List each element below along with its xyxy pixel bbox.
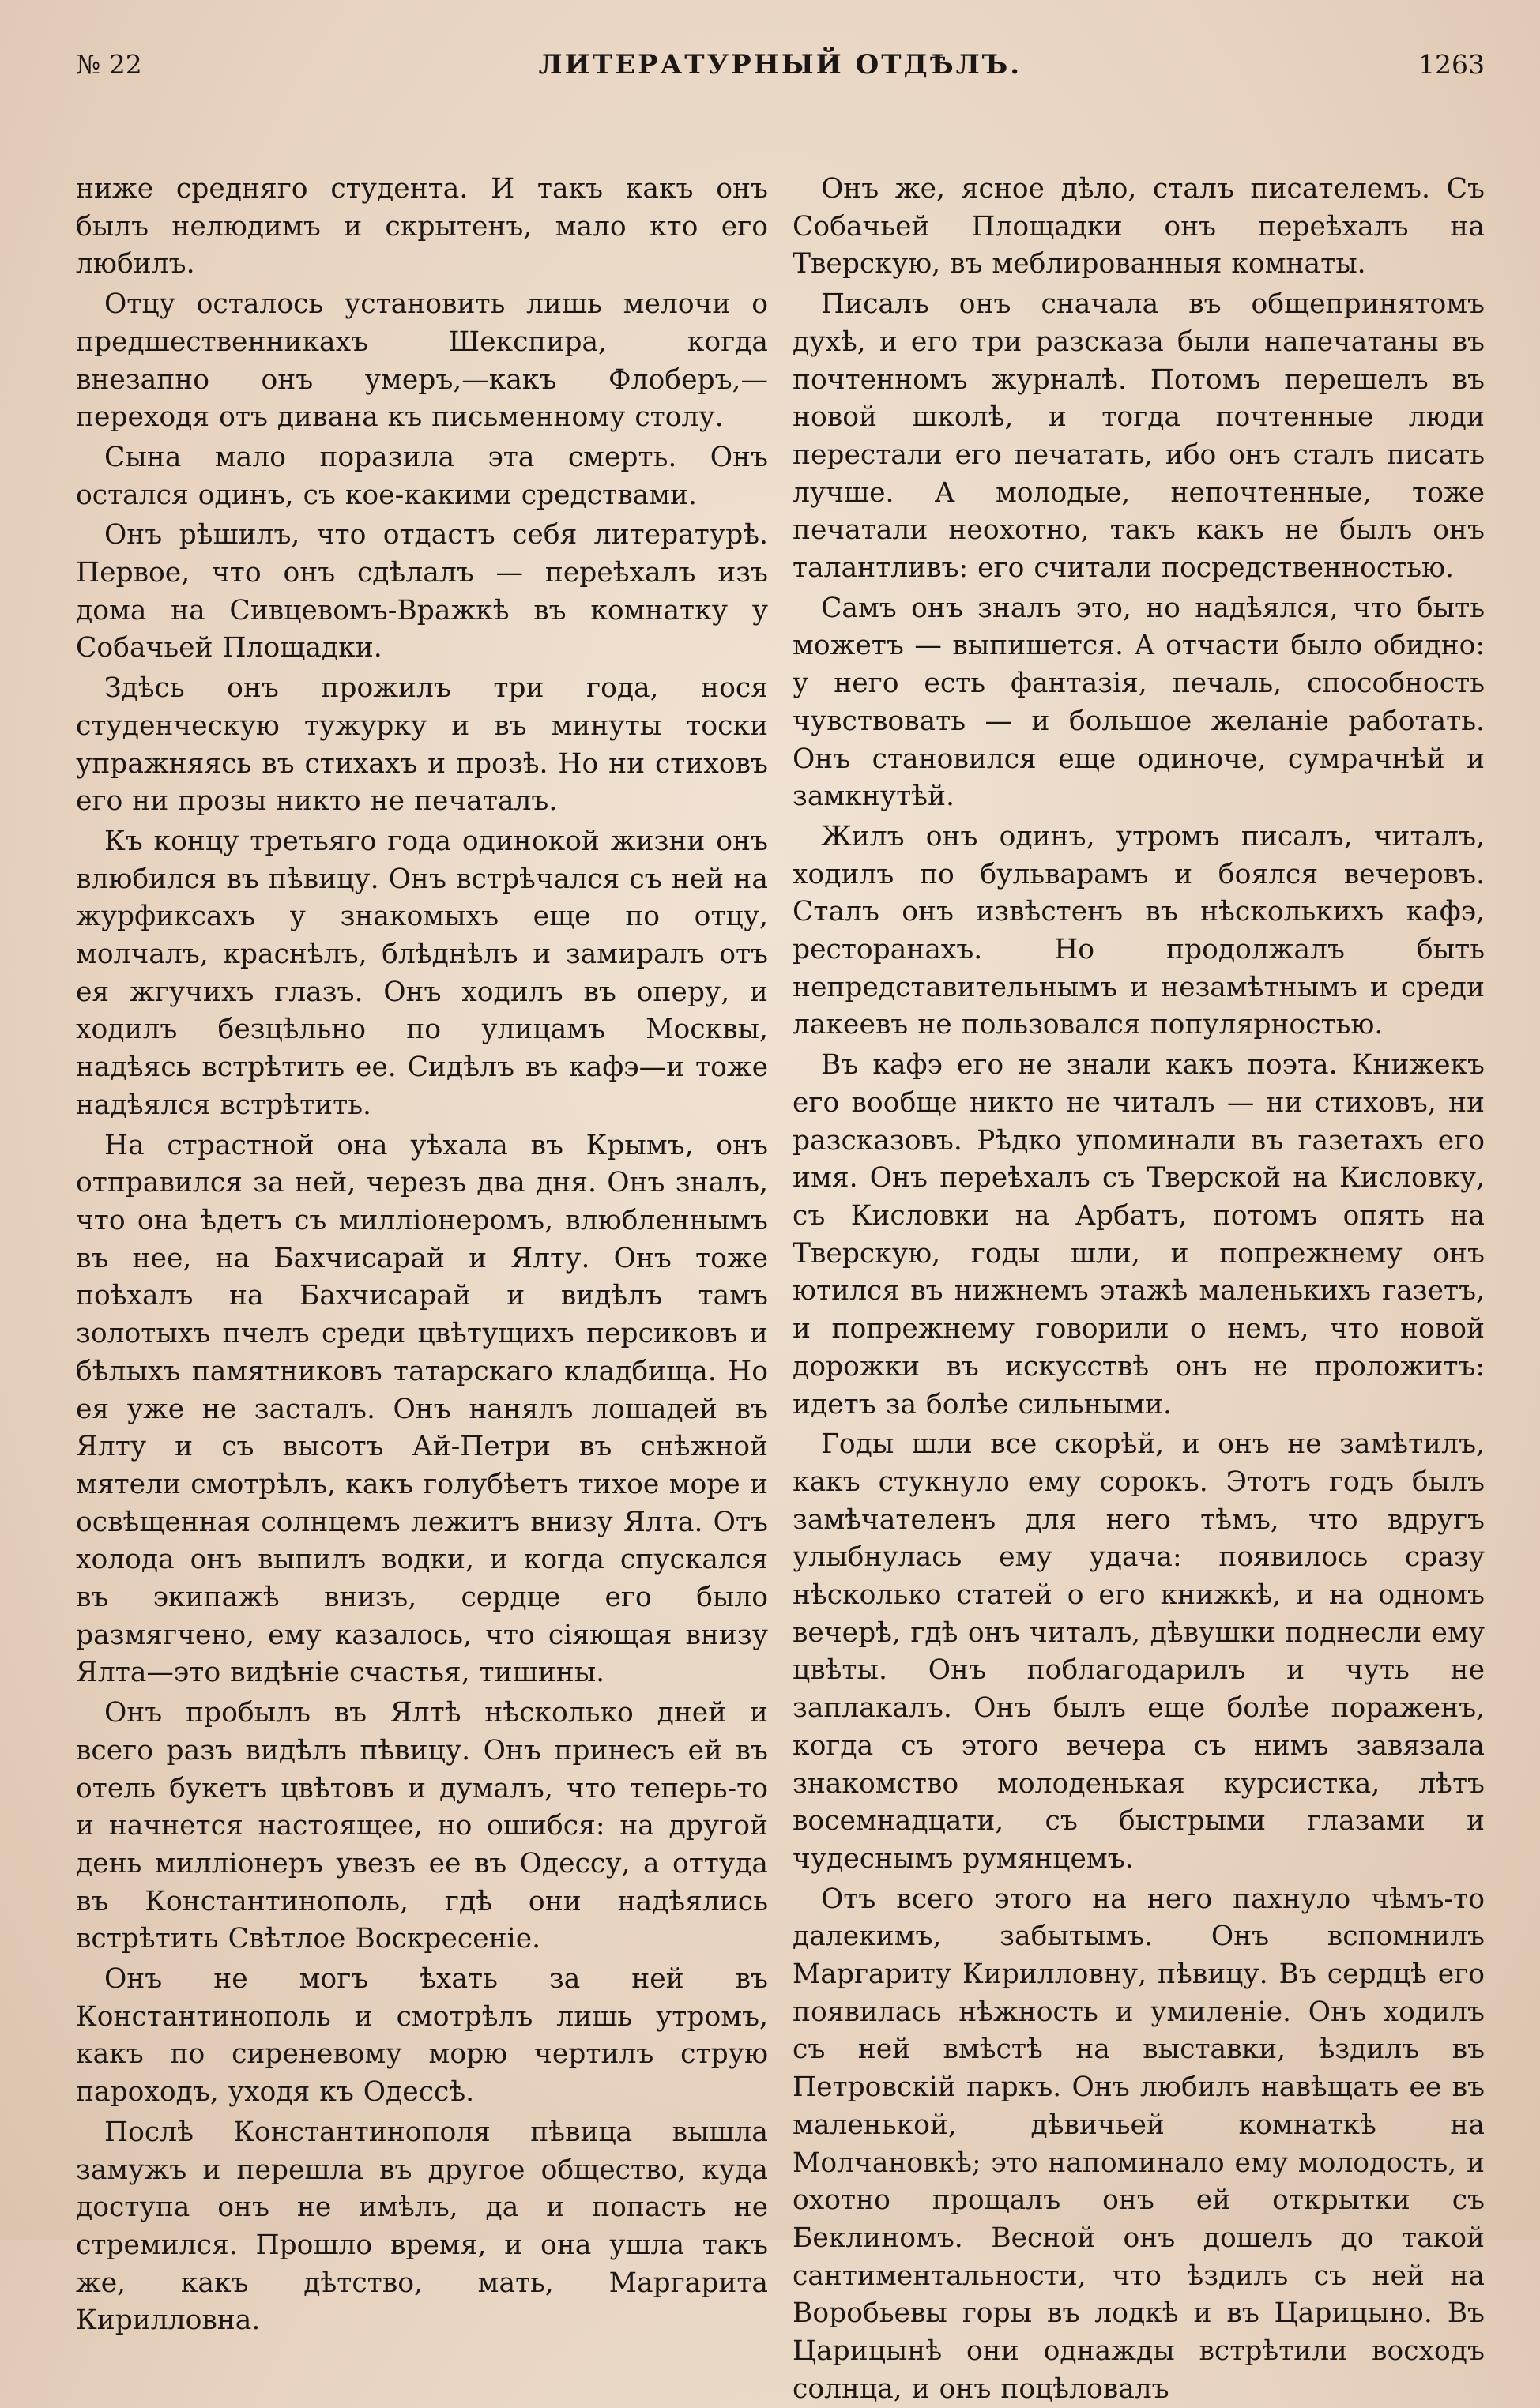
paragraph: Сына мало поразила эта смерть. Онъ остался одинъ, съ кое-какими средствами. — [76, 441, 768, 511]
issue-number: № 22 — [76, 49, 142, 80]
paragraph: Здѣсь онъ прожилъ три года, нося студенческую тужурку и въ минуты тоски упражняясь въ стихахъ и прозѣ. Но ни стиховъ его ни прозы никто не печаталъ. — [76, 672, 768, 818]
paragraph: ниже средняго студента. И такъ какъ онъ былъ нелюдимъ и скрытенъ, мало кто его любилъ. — [76, 173, 768, 280]
running-header — [76, 44, 1485, 85]
left-column — [76, 171, 768, 2408]
paragraph: Отцу осталось установить лишь мелочи о предшественникахъ Шекспира, когда внезапно онъ умеръ,—какъ Флоберъ,—переходя отъ дивана къ письменному столу. — [76, 288, 768, 434]
paragraph: Жилъ онъ одинъ, утромъ писалъ, читалъ, ходилъ по бульварамъ и боялся вечеровъ. Сталъ онъ извѣстенъ въ нѣсколькихъ кафэ, ресторанахъ. Но продолжалъ быть непредставительнымъ и незамѣтнымъ и среди лакеевъ не пользовался популярностью. — [793, 820, 1485, 1041]
paragraph: Писалъ онъ сначала въ общепринятомъ духѣ, и его три разсказа были напечатаны въ почтенномъ журналѣ. Потомъ перешелъ въ новой школѣ, и тогда почтенные люди перестали его печатать, ибо онъ сталъ писать лучше. А молодые, непочтенные, тоже печатали неохотно, такъ какъ не былъ онъ талантливъ: его считали посредственностью. — [793, 288, 1485, 585]
paragraph: Самъ онъ зналъ это, но надѣялся, что быть можетъ — выпишется. А отчасти было обидно: у него есть фантазія, печаль, способность чувствовать — и большое желаніе работать. Онъ становился еще одиноче, сумрачнѣй и замкнутѣй. — [793, 592, 1485, 813]
text-columns — [76, 171, 1485, 2408]
paragraph: Къ концу третьяго года одинокой жизни онъ влюбился въ пѣвицу. Онъ встрѣчался съ ней на журфиксахъ у знакомыхъ еще по отцу, молчалъ, краснѣлъ, блѣднѣлъ и замиралъ отъ ея жгучихъ глазъ. Онъ ходилъ въ оперу, и ходилъ безцѣльно по улицамъ Москвы, надѣясь встрѣтить ее. Сидѣлъ въ кафэ—и тоже надѣялся встрѣтить. — [76, 825, 768, 1121]
paragraph: Онъ не могъ ѣхать за ней въ Константинополь и смотрѣлъ лишь утромъ, какъ по сиреневому морю чертилъ струю пароходъ, уходя къ Одессѣ. — [76, 1963, 768, 2109]
paragraph: На страстной она уѣхала въ Крымъ, онъ отправился за ней, черезъ два дня. Онъ зналъ, что она ѣдетъ съ милліонеромъ, влюбленнымъ въ нее, на Бахчисарай и Ялту. Онъ тоже поѣхалъ на Бахчисарай и видѣлъ тамъ золотыхъ пчелъ среди цвѣтущихъ персиковъ и бѣлыхъ памятниковъ татарскаго кладбища. Но ея уже не засталъ. Онъ нанялъ лошадей въ Ялту и съ высотъ Ай-Петри въ снѣжной мятели смотрѣлъ, какъ голубѣетъ тихое море и освѣщенная солнцемъ лежитъ внизу Ялта. Отъ холода онъ выпилъ водки, и когда спускался въ экипажѣ внизъ, сердце его было размягчено, ему казалось, что сіяющая внизу Ялта—это видѣніе счастья, тишины. — [76, 1129, 768, 1689]
paragraph: Въ кафэ его не знали какъ поэта. Книжекъ его вообще никто не читалъ — ни стиховъ, ни разсказовъ. Рѣдко упоминали въ газетахъ его имя. Онъ переѣхалъ съ Тверской на Кисловку, съ Кисловки на Арбатъ, потомъ опять на Тверскую, годы шли, и попрежнему онъ ютился въ нижнемъ этажѣ маленькихъ газетъ, и попрежнему говорили о немъ, что новой дорожки въ искусствѣ онъ не проложитъ: идетъ за болѣе сильными. — [793, 1049, 1485, 1420]
right-column — [793, 171, 1485, 2408]
paragraph: Послѣ Константинополя пѣвица вышла замужъ и перешла въ другое общество, куда доступа онъ не имѣлъ, да и попасть не стремился. Прошло время, и она ушла такъ же, какъ дѣтство, мать, Маргарита Кирилловна. — [76, 2116, 768, 2337]
paragraph: Отъ всего этого на него пахнуло чѣмъ-то далекимъ, забытымъ. Онъ вспомнилъ Маргариту Кирилловну, пѣвицу. Въ сердцѣ его появилась нѣжность и умиленіе. Онъ ходилъ съ ней вмѣстѣ на выставки, ѣздилъ въ Петровскій паркъ. Онъ любилъ навѣщать ее въ маленькой, дѣвичьей комнаткѣ на Молчановкѣ; это напоминало ему молодость, и охотно прощалъ онъ ей открытки съ Беклиномъ. Весной онъ дошелъ до такой сантиментальности, что ѣздилъ съ ней на Воробьевы горы въ лодкѣ и въ Царицыно. Въ Царицынѣ они однажды встрѣтили восходъ солнца, и онъ поцѣловалъ — [793, 1883, 1485, 2405]
section-title: ЛИТЕРАТУРНЫЙ ОТДѢЛЪ. — [538, 49, 1022, 81]
paragraph: Годы шли все скорѣй, и онъ не замѣтилъ, какъ стукнуло ему сорокъ. Этотъ годъ былъ замѣчателенъ для него тѣмъ, что вдругъ улыбнулась ему удача: появилось сразу нѣсколько статей о его книжкѣ, и на одномъ вечерѣ, гдѣ онъ читалъ, дѣвушки поднесли ему цвѣты. Онъ поблагодарилъ и чуть не заплакалъ. Онъ былъ еще болѣе пораженъ, когда съ этого вечера съ нимъ завязала знакомство молоденькая курсистка, лѣтъ восемнадцати, съ быстрыми глазами и чудеснымъ румянцемъ. — [793, 1428, 1485, 1875]
paragraph: Онъ рѣшилъ, что отдастъ себя литературѣ. Первое, что онъ сдѣлалъ — переѣхалъ изъ дома на Сивцевомъ-Вражкѣ въ комнатку у Собачьей Площадки. — [76, 519, 768, 664]
page-number: 1263 — [1418, 49, 1485, 80]
paragraph: Онъ пробылъ въ Ялтѣ нѣсколько дней и всего разъ видѣлъ пѣвицу. Онъ принесъ ей въ отель букетъ цвѣтовъ и думалъ, что теперь-то и начнется настоящее, но ошибся: на другой день милліонеръ увезъ ее въ Одессу, а оттуда въ Константинополь, гдѣ они надѣялись встрѣтить Свѣтлое Воскресеніе. — [76, 1697, 768, 1955]
paragraph: Онъ же, ясное дѣло, сталъ писателемъ. Съ Собачьей Площадки онъ переѣхалъ на Тверскую, въ меблированныя комнаты. — [793, 173, 1485, 280]
